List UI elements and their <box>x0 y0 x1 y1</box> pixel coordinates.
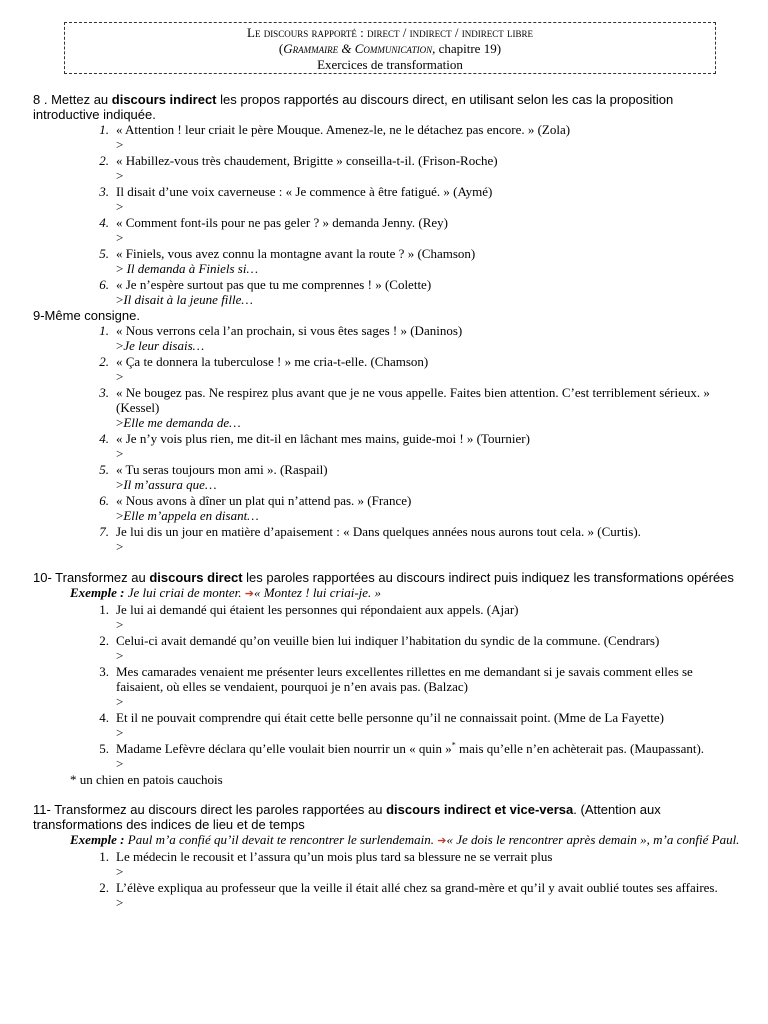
example-label: Exemple : <box>70 832 125 847</box>
answer-line: >Il disait à la jeune fille… <box>116 292 253 307</box>
example-result: « Montez ! lui criai-je. » <box>253 585 382 600</box>
list-item <box>91 246 743 277</box>
item-text: L’élève expliqua au professeur que la veille il était allé chez sa grand-mère et qu’il y avait oublié toutes ses affaires. <box>116 880 718 895</box>
list-item <box>91 431 743 462</box>
item-text: « Nous verrons cela l’an prochain, si vous êtes sages ! » (Daninos) <box>116 323 463 338</box>
item-number: 2. <box>99 880 109 895</box>
item-number: 3. <box>99 184 109 199</box>
source-chapter: chapitre 19 <box>438 41 497 56</box>
arrow-right-icon: ➔ <box>437 835 447 847</box>
answer-line: > <box>116 137 124 152</box>
list-item <box>91 354 743 385</box>
list-item <box>91 153 743 184</box>
exercise-9-instruction: 9-Même consigne. <box>33 308 140 323</box>
item-text: Il disait d’une voix caverneuse : « Je commence à être fatigué. » (Aymé) <box>116 184 493 199</box>
document-source: (Grammaire & Communication, chapitre 19) <box>278 41 502 56</box>
document-body <box>33 92 743 911</box>
item-number: 2. <box>99 633 109 648</box>
answer-line: > <box>116 199 124 214</box>
instruction-bold: discours indirect et vice-versa <box>386 802 574 817</box>
document-title: Le discours rapporté : direct / indirect / indirect libre <box>247 25 533 40</box>
example-text: Paul m’a confié qu’il devait te rencontrer le surlendemain. <box>124 832 438 847</box>
answer-line: > <box>116 446 124 461</box>
item-number: 2. <box>99 354 109 369</box>
answer-hint: Elle m’appela en disant… <box>123 508 259 523</box>
item-number: 1. <box>99 323 109 338</box>
item-number: 4. <box>99 710 109 725</box>
answer-line: > <box>116 694 124 709</box>
list-item <box>91 462 743 493</box>
document-header <box>64 22 716 74</box>
exercise-11-instruction <box>33 802 743 832</box>
item-number: 1. <box>99 602 109 617</box>
answer-hint: Il demanda à Finiels si… <box>126 261 259 276</box>
answer-line: > <box>116 369 124 384</box>
list-item <box>91 122 743 153</box>
item-number: 4. <box>99 215 109 230</box>
list-item <box>91 184 743 215</box>
item-text: « Comment font-ils pour ne pas geler ? » demanda Jenny. (Rey) <box>116 215 449 230</box>
exercise-11-example <box>70 832 743 849</box>
answer-line: > <box>116 756 124 771</box>
answer-line: > <box>116 617 124 632</box>
exercise-8-list <box>91 122 743 308</box>
instruction-text: 10- Transformez au <box>33 570 150 585</box>
item-text: Je lui dis un jour en matière d’apaisement : « Dans quelques années nous aurons tout cela. » (Curtis). <box>116 524 641 539</box>
item-text: « Tu seras toujours mon ami ». (Raspail) <box>116 462 328 477</box>
answer-line: > <box>116 725 124 740</box>
answer-line: > Il demanda à Finiels si… <box>116 261 259 276</box>
exercise-10-list <box>91 602 743 772</box>
answer-line: > <box>116 895 124 910</box>
item-text: « Finiels, vous avez connu la montagne avant la route ? » (Chamson) <box>116 246 476 261</box>
item-text: Le médecin le recousit et l’assura qu’un mois plus tard sa blessure ne se verrait plus <box>116 849 553 864</box>
item-number: 7. <box>99 524 109 539</box>
item-number: 1. <box>99 849 109 864</box>
instruction-bold: discours direct <box>149 570 243 585</box>
answer-line: >Je leur disais… <box>116 338 205 353</box>
list-item <box>91 277 743 308</box>
footnote-marker: * <box>451 740 456 750</box>
exercise-10-example <box>70 585 743 602</box>
answer-line: >Il m’assura que… <box>116 477 217 492</box>
answer-line: > <box>116 864 124 879</box>
answer-line: > <box>116 168 124 183</box>
list-item <box>91 664 743 710</box>
item-text: « Habillez-vous très chaudement, Brigitte » conseilla-t-il. (Frison-Roche) <box>116 153 498 168</box>
example-result: « Je dois le rencontrer après demain », m’a confié Paul. <box>446 832 740 847</box>
exercise-11-list <box>91 849 743 911</box>
list-item <box>91 880 743 911</box>
item-text: Celui-ci avait demandé qu’on veuille bien lui indiquer l’habitation du syndic de la commune. (Cendrars) <box>116 633 660 648</box>
example-label: Exemple : <box>70 585 125 600</box>
item-text: « Attention ! leur criait le père Mouque. Amenez-le, ne le détachez pas encore. » (Zola) <box>116 122 571 137</box>
item-number: 1. <box>99 122 109 137</box>
item-text: « Ça te donnera la tuberculose ! » me cria-t-elle. (Chamson) <box>116 354 429 369</box>
answer-hint: Il m’assura que… <box>123 477 217 492</box>
list-item <box>91 524 743 555</box>
list-item <box>91 385 743 431</box>
exercise-8-instruction <box>33 92 743 122</box>
item-text: « Ne bougez pas. Ne respirez plus avant que je ne vous appelle. Faites bien attention. C’est terriblement sérieux. » (Kessel) <box>116 385 710 415</box>
item-number: 3. <box>99 385 109 400</box>
list-item <box>91 493 743 524</box>
answer-line: >Elle m’appela en disant… <box>116 508 259 523</box>
item-number: 3. <box>99 664 109 679</box>
item-text: « Je n’espère surtout pas que tu me comprennes ! » (Colette) <box>116 277 432 292</box>
list-item <box>91 215 743 246</box>
exercise-10-instruction <box>33 570 743 585</box>
answer-hint: Il disait à la jeune fille… <box>123 292 253 307</box>
item-number: 4. <box>99 431 109 446</box>
footnote: * un chien en patois cauchois <box>70 772 223 787</box>
instruction-text: 11- Transformez au discours direct les paroles rapportées au <box>33 802 387 817</box>
instruction-text: les propos rapportés au discours direct, en utilisant selon les cas la proposition introductive indiquée. <box>33 92 674 122</box>
exercise-9-list <box>91 323 743 555</box>
instruction-bold: discours indirect <box>111 92 217 107</box>
item-number: 2. <box>99 153 109 168</box>
answer-hint: Je leur disais… <box>123 338 205 353</box>
item-text: Mes camarades venaient me présenter leurs excellentes rillettes en me demandant si je savais comment elles se faisaient, où elles se vendaient, pourquoi je n’en avais pas. (Balzac) <box>116 664 693 694</box>
instruction-text: . (Attention aux transformations des indices de lieu et de temps <box>33 802 661 832</box>
list-item <box>91 849 743 880</box>
list-item <box>91 323 743 354</box>
item-text: « Nous avons à dîner un plat qui n’attend pas. » (France) <box>116 493 412 508</box>
item-text: « Je n’y vois plus rien, me dit-il en lâchant mes mains, guide-moi ! » (Tournier) <box>116 431 530 446</box>
arrow-right-icon: ➔ <box>244 588 254 600</box>
source-book: Grammaire & Communication, <box>283 41 436 56</box>
item-number: 5. <box>99 741 109 756</box>
answer-line: > <box>116 230 124 245</box>
answer-line: > <box>116 648 124 663</box>
item-text: Je lui ai demandé qui étaient les personnes qui répondaient aux appels. (Ajar) <box>116 602 519 617</box>
list-item <box>91 602 743 633</box>
item-number: 6. <box>99 493 109 508</box>
item-text: Madame Lefèvre déclara qu’elle voulait bien nourrir un « quin »* mais qu’elle n’en achèterait pas. (Maupassant). <box>116 740 705 756</box>
answer-line: >Elle me demanda de… <box>116 415 241 430</box>
list-item <box>91 710 743 741</box>
list-item <box>91 741 743 772</box>
answer-line: > <box>116 539 124 554</box>
list-item <box>91 633 743 664</box>
example-text: Je lui criai de monter. <box>124 585 245 600</box>
document-subtitle: Exercices de transformation <box>317 57 463 72</box>
instruction-text: les paroles rapportées au discours indirect puis indiquez les transformations opérées <box>242 570 734 585</box>
item-number: 5. <box>99 246 109 261</box>
instruction-text: 8 . Mettez au <box>33 92 112 107</box>
answer-hint: Elle me demanda de… <box>123 415 241 430</box>
item-number: 5. <box>99 462 109 477</box>
item-number: 6. <box>99 277 109 292</box>
item-text: Et il ne pouvait comprendre qui était cette belle personne qu’il ne connaissait point. (Mme de La Fayette) <box>116 710 664 725</box>
